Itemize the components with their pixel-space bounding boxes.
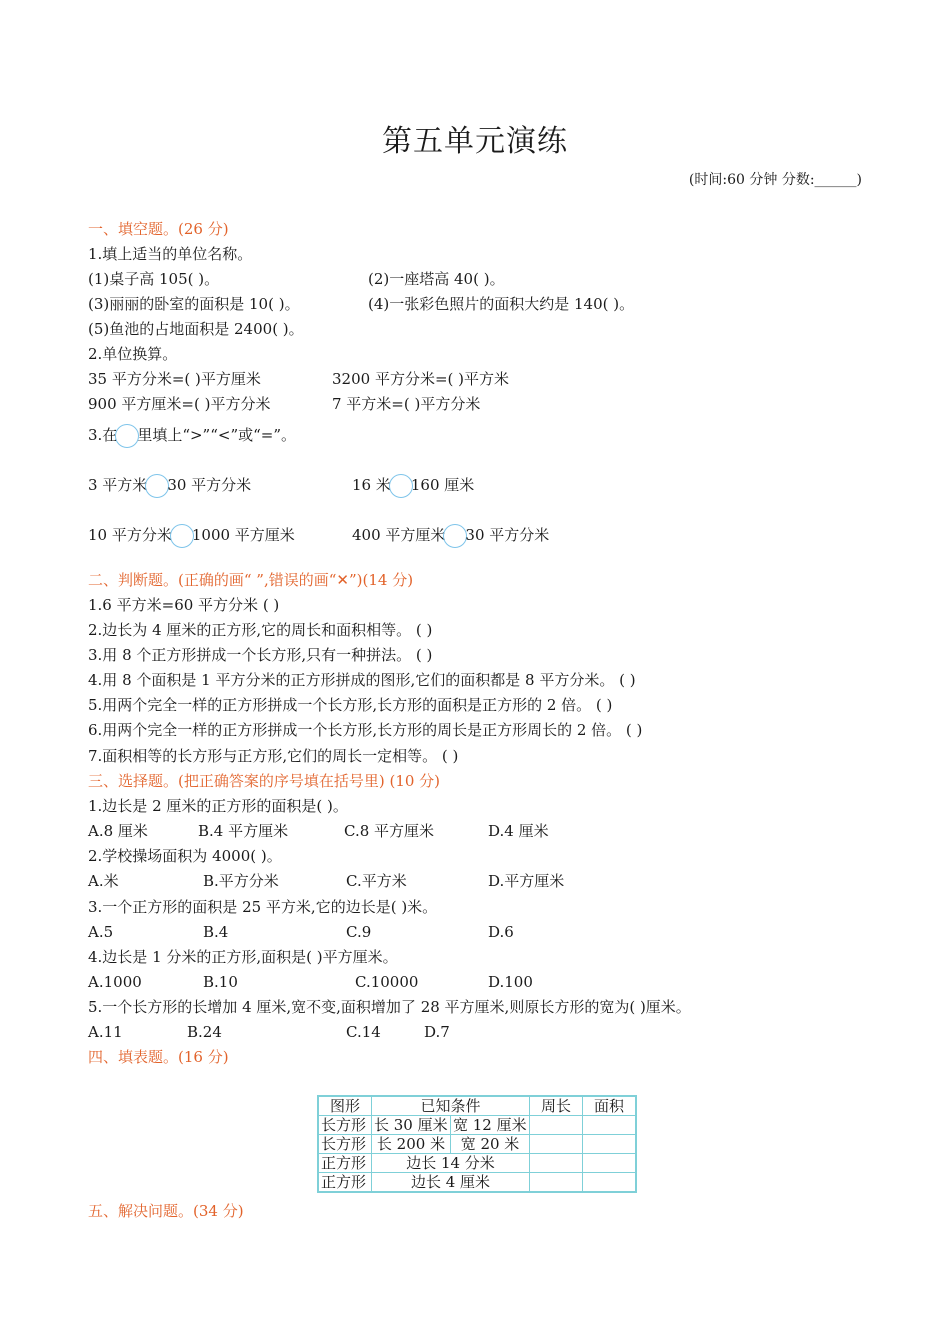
answer-cell[interactable] [530, 1135, 583, 1154]
s3-q5: 5.一个长方形的长增加 4 厘米,宽不变,面积增加了 28 平方厘米,则原长方形的宽为( )厘米。 [88, 998, 691, 1016]
compare-left: 10 平方分米 [88, 526, 172, 544]
option: B.10 [203, 973, 238, 991]
table-cell: 正方形 [318, 1154, 372, 1173]
option: C.平方米 [346, 872, 407, 890]
answer-circle[interactable] [145, 474, 169, 498]
s1-q2a: 35 平方分米=( )平方厘米 [88, 370, 261, 388]
table-cell: 边长 14 分米 [372, 1154, 530, 1173]
option: A.5 [88, 923, 114, 941]
s1-q3-suffix: 里填上“>”“<”或“=”。 [137, 426, 297, 444]
table-header-row [318, 1096, 636, 1116]
answer-cell[interactable] [530, 1116, 583, 1135]
table-row [318, 1116, 636, 1135]
answer-cell[interactable] [530, 1173, 583, 1193]
table-row [318, 1135, 636, 1154]
option: B.4 平方厘米 [198, 822, 289, 840]
option: B.4 [203, 923, 229, 941]
table-cell: 边长 4 厘米 [372, 1173, 530, 1193]
compare-circle-icon [115, 424, 139, 448]
option: C.14 [346, 1023, 381, 1041]
s3-q2: 2.学校操场面积为 4000( )。 [88, 847, 282, 865]
section-3-heading: 三、选择题。(把正确答案的序号填在括号里) (10 分) [88, 772, 441, 790]
option: C.9 [346, 923, 372, 941]
option: A.8 厘米 [88, 822, 148, 840]
option: A.11 [88, 1023, 123, 1041]
table-header: 面积 [583, 1096, 637, 1116]
compare-left: 3 平方米 [88, 476, 148, 494]
s2-item: 5.用两个完全一样的正方形拼成一个长方形,长方形的面积是正方形的 2 倍。 ( ) [88, 696, 613, 714]
option: D.4 厘米 [488, 822, 549, 840]
s3-q4: 4.边长是 1 分米的正方形,面积是( )平方厘米。 [88, 948, 398, 966]
s2-item: 7.面积相等的长方形与正方形,它们的周长一定相等。 ( ) [88, 747, 459, 765]
option: D.100 [488, 973, 533, 991]
answer-cell[interactable] [583, 1135, 637, 1154]
s1-q2c: 900 平方厘米=( )平方分米 [88, 395, 271, 413]
page-title: 第五单元演练 [382, 124, 568, 159]
s1-q2: 2.单位换算。 [88, 345, 178, 363]
compare-item-4 [352, 524, 549, 548]
s2-item: 3.用 8 个正方形拼成一个长方形,只有一种拼法。 ( ) [88, 646, 433, 664]
table-cell: 宽 12 厘米 [451, 1116, 530, 1135]
answer-circle[interactable] [389, 474, 413, 498]
time-score-line: (时间:60 分钟 分数:______) [688, 172, 862, 188]
table-header: 图形 [318, 1096, 372, 1116]
table-cell: 宽 20 米 [451, 1135, 530, 1154]
s2-item: 2.边长为 4 厘米的正方形,它的周长和面积相等。 ( ) [88, 621, 433, 639]
compare-left: 400 平方厘米 [352, 526, 446, 544]
s1-q3 [88, 424, 296, 448]
answer-cell[interactable] [583, 1116, 637, 1135]
answer-cell[interactable] [530, 1154, 583, 1173]
compare-item-3 [88, 524, 295, 548]
compare-right: 30 平方分米 [465, 526, 550, 544]
compare-left: 16 米 [352, 476, 391, 494]
compare-item-1 [88, 474, 251, 498]
table-row [318, 1173, 636, 1193]
table-cell: 正方形 [318, 1173, 372, 1193]
s1-q1a: (1)桌子高 105( )。 [88, 270, 220, 288]
compare-right: 160 厘米 [410, 476, 475, 494]
s3-q3: 3.一个正方形的面积是 25 平方米,它的边长是( )米。 [88, 898, 438, 916]
s1-q1e: (5)鱼池的占地面积是 2400( )。 [88, 320, 304, 338]
option: A.1000 [88, 973, 142, 991]
s1-q3-prefix: 3.在 [88, 426, 118, 444]
section-2-heading: 二、判断题。(正确的画“ ”,错误的画“✕”)(14 分) [88, 571, 414, 589]
option: D.6 [488, 923, 514, 941]
option: B.24 [187, 1023, 222, 1041]
section-4-heading: 四、填表题。(16 分) [88, 1048, 229, 1066]
answer-circle[interactable] [443, 524, 467, 548]
s1-q1d: (4)一张彩色照片的面积大约是 140( )。 [368, 295, 635, 313]
table-row [318, 1154, 636, 1173]
answer-circle[interactable] [170, 524, 194, 548]
table-header: 已知条件 [372, 1096, 530, 1116]
fill-table [317, 1095, 637, 1193]
s3-q1: 1.边长是 2 厘米的正方形的面积是( )。 [88, 797, 348, 815]
table-cell: 长方形 [318, 1135, 372, 1154]
option: D.7 [424, 1023, 450, 1041]
s1-q1: 1.填上适当的单位名称。 [88, 245, 253, 263]
s2-item: 1.6 平方米=60 平方分米 ( ) [88, 596, 280, 614]
table-cell: 长 30 厘米 [372, 1116, 451, 1135]
s2-item: 6.用两个完全一样的正方形拼成一个长方形,长方形的周长是正方形周长的 2 倍。 ( ) [88, 721, 643, 739]
s1-q2b: 3200 平方分米=( )平方米 [332, 370, 509, 388]
table-header: 周长 [530, 1096, 583, 1116]
answer-cell[interactable] [583, 1173, 637, 1193]
s1-q2d: 7 平方米=( )平方分米 [332, 395, 481, 413]
compare-right: 30 平方分米 [167, 476, 252, 494]
compare-right: 1000 平方厘米 [191, 526, 295, 544]
s1-q1c: (3)丽丽的卧室的面积是 10( )。 [88, 295, 300, 313]
option: B.平方分米 [203, 872, 279, 890]
section-1-heading: 一、填空题。(26 分) [88, 220, 229, 238]
option: A.米 [88, 872, 119, 890]
option: C.10000 [355, 973, 419, 991]
section-5-heading: 五、解决问题。(34 分) [88, 1202, 244, 1220]
answer-cell[interactable] [583, 1154, 637, 1173]
option: C.8 平方厘米 [344, 822, 435, 840]
s2-item: 4.用 8 个面积是 1 平方分米的正方形拼成的图形,它们的面积都是 8 平方分米。 ( ) [88, 671, 636, 689]
s1-q1b: (2)一座塔高 40( )。 [368, 270, 505, 288]
table-cell: 长 200 米 [372, 1135, 451, 1154]
compare-item-2 [352, 474, 474, 498]
table-cell: 长方形 [318, 1116, 372, 1135]
option: D.平方厘米 [488, 872, 565, 890]
